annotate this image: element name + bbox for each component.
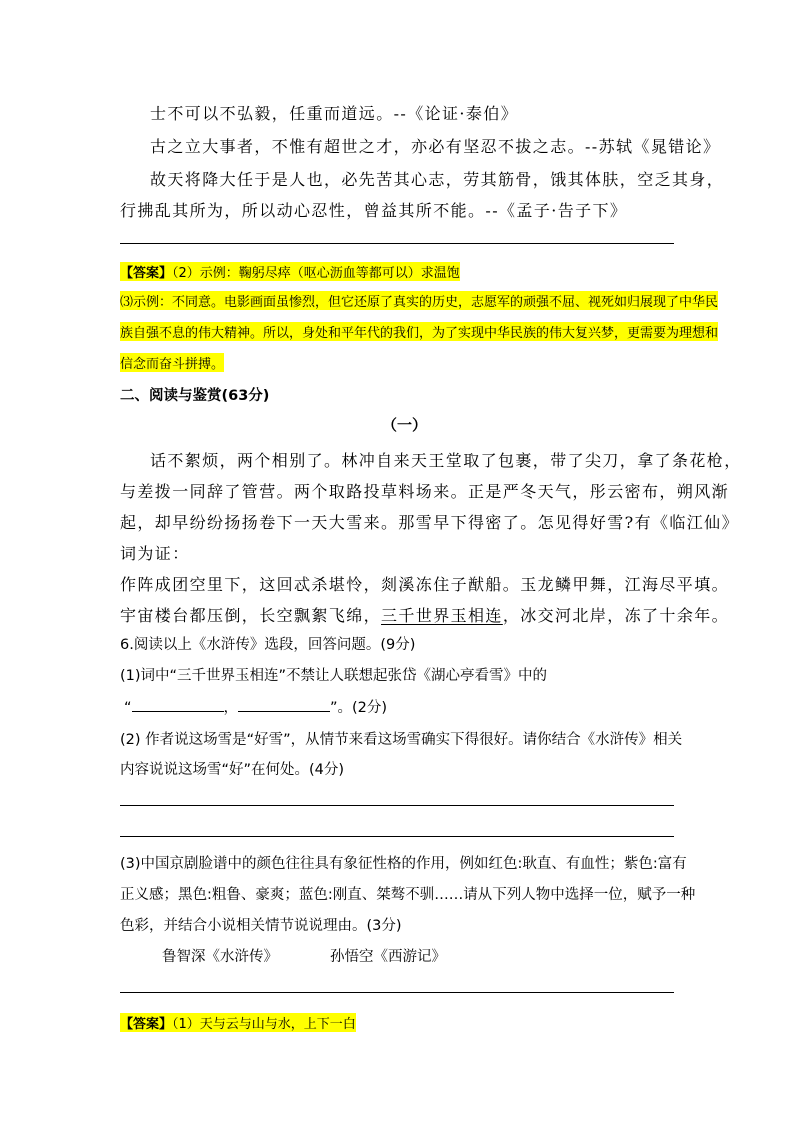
poem-line2-end: ，冰交河北岸，冻了十余年。 [502,606,730,625]
answer-text: （1）天与云与山与水，上下一白 [172,1017,356,1032]
question-6-3-line2: 正义感；黑色:粗鲁、豪爽；蓝色:刚直、桀骜不驯……请从下列人物中选择一位，赋予一种 [120,887,696,903]
character-option-2: 孙悟空《西游记》 [330,949,446,965]
passage-line4: 词为证： [120,544,190,563]
question-6-1: (1)词中“三千世界玉相连”不禁让人联想起张岱《湖心亭看雪》中的 [120,668,548,684]
poem-line1: 作阵成团空里下，这回忒杀堪怜，剡溪冻住子猷船。玉龙鳞甲舞，江海尽平填。 [120,575,730,594]
section-heading: 二、阅读与鉴赏(63分) [120,388,270,404]
passage-line1: 话不絮烦，两个相别了。林冲自来天王堂取了包裹，带了尖刀，拿了条花枪， [150,451,742,470]
character-option-1: 鲁智深《水浒传》 [162,949,278,965]
quote-su-shi: 古之立大事者，不惟有超世之才，亦必有坚忍不拔之志。--苏轼《晁错论》 [150,137,721,156]
answer-block-2 [120,1013,356,1032]
poem-underlined-phrase: 三千世界玉相连 [381,606,503,625]
question-6-1-blanks: “ ， ”。(2分) [124,700,388,716]
question-6-2-line2: 内容说说这场雪“好”在何处。(4分) [120,762,345,778]
answer-line [120,243,674,244]
answer-tag: 【答案】 [120,1017,173,1032]
answer-line [120,805,674,806]
poem-line2-start: 宇宙楼台都压倒，长空飘絮飞绵， [120,606,382,625]
quote-mengzi-line2: 行拂乱其所为，所以动心忍性，曾益其所不能。--《孟子·告子下》 [120,201,628,220]
question-6-3-line1: (3)中国京剧脸谱中的颜色往往具有象征性格的作用，例如红色:耿直、有血性；紫色:富有 [120,856,687,872]
passage-line3: 起，却早纷纷扬扬卷下一天大雪来。那雪早下得密了。怎见得好雪?有《临江仙》 [120,513,739,532]
quote-mengzi-line1: 故天将降大任于是人也，必先苦其心志，劳其筋骨，饿其体肤，空乏其身， [150,170,725,189]
answer-blank-2[interactable] [238,699,330,712]
answer-blank-1[interactable] [132,699,224,712]
answer-block-1-line2: ⑶示例：不同意。电影画面虽惨烈，但它还原了真实的历史，志愿军的顽强不屈、视死如归展现了中华民 [120,291,718,310]
question-6-stem: 6.阅读以上《水浒传》选段，回答问题。(9分) [120,637,416,653]
poem-line2 [120,603,729,626]
passage-line2: 与差拨一同辞了管营。两个取路投草料场来。正是严冬天气，彤云密布，朔风渐 [120,482,730,501]
answer-line [120,992,674,993]
answer-block-1-line4: 信念而奋斗拼搏。 [120,353,224,372]
question-6-2-line1: (2) 作者说这场雪是“好雪”，从情节来看这场雪确实下得很好。请你结合《水浒传》相关 [120,732,683,748]
answer-block-1-line1 [120,262,460,281]
answer-block-1-line3: 族自强不息的伟大精神。所以，身处和平年代的我们，为了实现中华民族的伟大复兴梦，更需要为理想和 [120,322,718,341]
answer-line [120,836,674,837]
answer-tag: 【答案】 [120,266,173,281]
quote-lunyu: 士不可以不弘毅，任重而道远。--《论证·泰伯》 [150,104,519,123]
part-heading: （一） [382,416,428,434]
question-6-3-line3: 色彩，并结合小说相关情节说说理由。(3分) [120,918,402,934]
answer-text: （2）示例：鞠躬尽瘁（呕心沥血等都可以）求温饱 [172,266,460,281]
